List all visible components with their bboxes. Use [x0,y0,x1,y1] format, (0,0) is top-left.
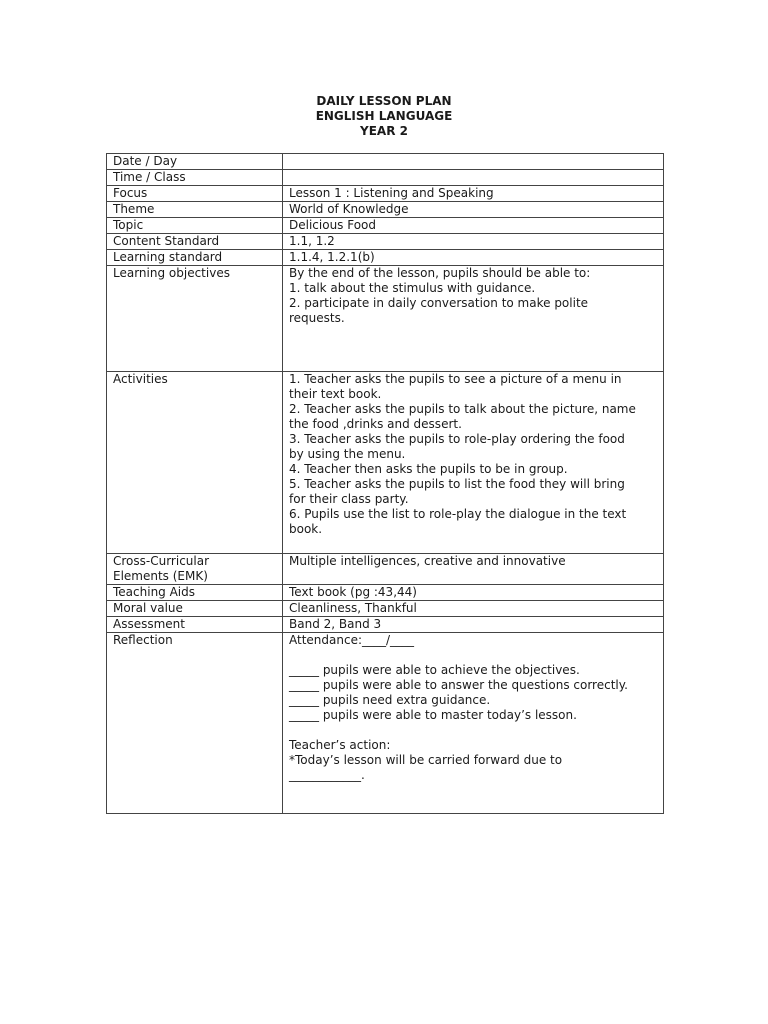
row-label: Reflection [107,633,283,814]
lesson-plan-table [106,153,664,814]
row-value: Band 2, Band 3 [283,617,664,633]
row-label: Time / Class [107,170,283,186]
row-value: Cleanliness, Thankful [283,601,664,617]
row-value: World of Knowledge [283,202,664,218]
row-label: Content Standard [107,234,283,250]
row-label: Teaching Aids [107,585,283,601]
row-label: Learning objectives [107,266,283,372]
row-value [283,154,664,170]
row-value [283,170,664,186]
row-value: Attendance:____/____ _____ pupils were able to achieve the objectives. _____ pupils were able to answer the questions correctly. _____ pupils need extra guidance. _____ pupils were able to master today’s lesson. Teacher’s action: *Today’s lesson will be carried forward due to ____________. [283,633,664,814]
row-label: Focus [107,186,283,202]
row-learning-objectives [107,266,664,372]
row-label: Activities [107,372,283,554]
row-content-standard [107,234,664,250]
row-label: Topic [107,218,283,234]
row-focus [107,186,664,202]
row-value: Text book (pg :43,44) [283,585,664,601]
row-moral-value [107,601,664,617]
row-reflection [107,633,664,814]
row-value: Delicious Food [283,218,664,234]
row-time-class [107,170,664,186]
title-line-3: YEAR 2 [360,124,408,138]
row-value: 1. Teacher asks the pupils to see a picture of a menu in their text book. 2. Teacher asks the pupils to talk about the picture, name the food ,drinks and dessert. 3. Teacher asks the pupils to role-play ordering the food by using the menu. 4. Teacher then asks the pupils to be in group. 5. Teacher asks the pupils to list the food they will bring for their class party. 6. Pupils use the list to role-play the dialogue in the text book. [283,372,664,554]
row-theme [107,202,664,218]
row-label: Date / Day [107,154,283,170]
row-value: By the end of the lesson, pupils should be able to: 1. talk about the stimulus with guidance. 2. participate in daily conversation to make polite requests. [283,266,664,372]
row-cross-curricular [107,554,664,585]
title-line-1: DAILY LESSON PLAN [316,94,452,108]
row-value: 1.1.4, 1.2.1(b) [283,250,664,266]
row-label: Cross-Curricular Elements (EMK) [107,554,283,585]
row-date-day [107,154,664,170]
row-label: Moral value [107,601,283,617]
row-value: Lesson 1 : Listening and Speaking [283,186,664,202]
document-title [0,94,768,139]
row-activities [107,372,664,554]
row-label: Theme [107,202,283,218]
row-label: Assessment [107,617,283,633]
row-teaching-aids [107,585,664,601]
row-value: Multiple intelligences, creative and innovative [283,554,664,585]
row-label: Learning standard [107,250,283,266]
row-topic [107,218,664,234]
title-line-2: ENGLISH LANGUAGE [315,109,453,123]
row-value: 1.1, 1.2 [283,234,664,250]
row-assessment [107,617,664,633]
row-learning-standard [107,250,664,266]
